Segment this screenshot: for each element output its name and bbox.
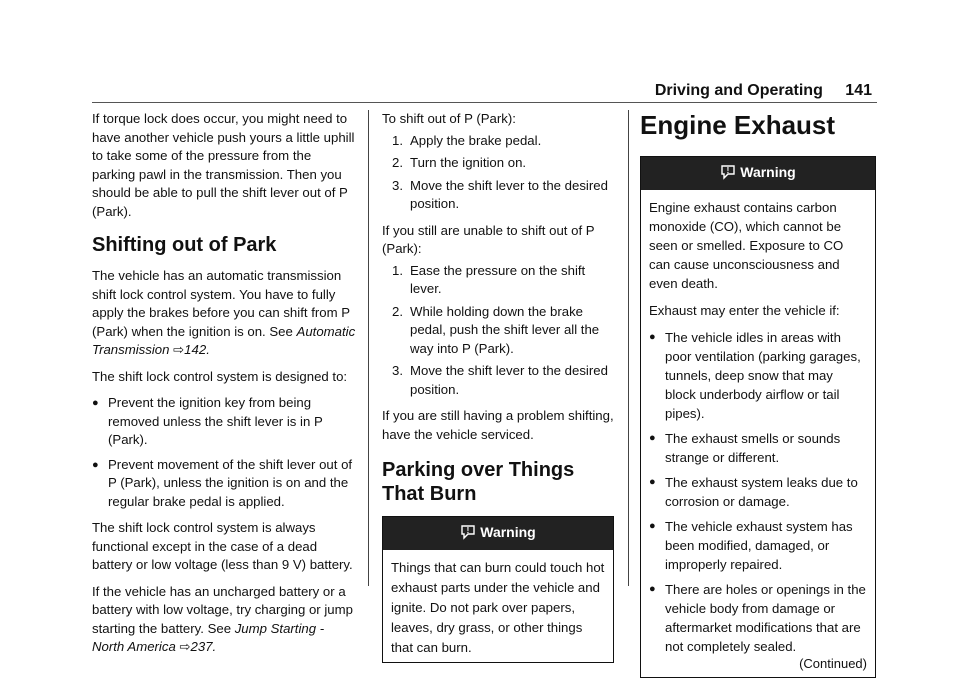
section-title: Driving and Operating: [654, 82, 823, 99]
warning-box: [640, 156, 876, 678]
cross-reference-link[interactable]: Jump Starting - North America: [92, 620, 325, 654]
page-reference[interactable]: 142: [184, 342, 207, 357]
list-item: ● The vehicle idles in areas with poor ventilation (parking garages, tunnels, deep snow that may block underbody airflow or tail pipes).: [649, 328, 867, 423]
column-divider: [628, 110, 629, 586]
header-rule: [92, 102, 877, 103]
list-item: ● The exhaust system leaks due to corrosion or damage.: [649, 473, 867, 511]
column-middle: [382, 110, 614, 673]
paragraph: The shift lock control system is designed to:: [92, 368, 348, 384]
list-item: ● Prevent the ignition key from being removed unless the shift lever is in P (Park).: [92, 394, 358, 450]
numbered-list: [382, 132, 614, 214]
bullet-list: [92, 394, 358, 511]
warning-box: [382, 516, 614, 663]
list-item: 3. Move the shift lever to the desired position.: [392, 363, 608, 397]
svg-text:!: !: [466, 526, 470, 535]
list-item: 1. Apply the brake pedal.: [392, 132, 542, 148]
paragraph: Engine exhaust contains carbon monoxide (CO), which cannot be seen or smelled. Exposure to CO can cause unconsciousness and even death.: [649, 200, 844, 291]
section-heading: Parking over Things That Burn: [382, 459, 575, 505]
column-left: [92, 110, 358, 665]
numbered-list: [382, 262, 614, 400]
list-item: ● The exhaust smells or sounds strange or different.: [649, 429, 867, 467]
paragraph: The shift lock control system is always functional except in the case of a dead battery or low voltage (less than 9 V) battery.: [92, 520, 353, 572]
page-number: 141: [845, 82, 872, 99]
warning-body: [641, 190, 875, 677]
svg-text:!: !: [726, 166, 730, 175]
warning-speech-bubble-icon: [460, 524, 476, 546]
page-reference-arrow-icon: ⇨: [179, 639, 191, 654]
paragraph: The vehicle has an automatic transmission shift lock control system. You have to fully apply the brakes before you can shift from P (Park) when the ignition is on. See Automatic Transmission ⇨142.: [92, 268, 356, 357]
page-header: [655, 82, 872, 100]
chapter-heading: Engine Exhaust: [640, 110, 836, 140]
list-item: 2. While holding down the brake pedal, push the shift lever all the way into P (Park).: [392, 303, 600, 356]
list-item: ● The vehicle exhaust system has been modified, damaged, or improperly repaired.: [649, 517, 867, 574]
paragraph: If you still are unable to shift out of P (Park):: [382, 222, 595, 256]
paragraph: To shift out of P (Park):: [382, 111, 516, 126]
column-divider: [368, 110, 369, 586]
paragraph: If the vehicle has an uncharged battery or a battery with low voltage, try charging or jump starting the battery. See Jump Starting - North America ⇨237.: [92, 583, 353, 654]
list-item: ● Prevent movement of the shift lever out of P (Park), unless the ignition is on and the regular brake pedal is applied.: [92, 456, 358, 512]
paragraph: If you are still having a problem shifting, have the vehicle serviced.: [382, 408, 614, 442]
list-item: ● There are holes or openings in the vehicle body from damage or aftermarket modifications that are not completely sealed.: [649, 580, 867, 656]
warning-header: ! Warning: [383, 517, 613, 550]
page-reference[interactable]: 237: [190, 639, 213, 654]
intro-paragraph: If torque lock does occur, you might need to have another vehicle push yours a little uphill to take some of the pressure from the parking pawl in the transmission. Then you should be able to pull the shift lever out of P (Park).: [92, 111, 355, 219]
page-reference-arrow-icon: ⇨: [173, 342, 185, 357]
paragraph: Exhaust may enter the vehicle if:: [649, 303, 840, 318]
warning-header: ! Warning: [641, 157, 875, 190]
cross-reference-link[interactable]: Automatic Transmission: [92, 323, 356, 357]
column-right: [640, 110, 876, 688]
continued-label: (Continued): [799, 656, 867, 671]
warning-speech-bubble-icon: [720, 164, 736, 186]
list-item: 2. Turn the ignition on.: [392, 155, 527, 170]
section-heading: Shifting out of Park: [92, 234, 277, 256]
list-item: 3. Move the shift lever to the desired position.: [392, 177, 608, 211]
list-item: 1. Ease the pressure on the shift lever.: [392, 262, 586, 296]
warning-body: Things that can burn could touch hot exhaust parts under the vehicle and ignite. Do not park over papers, leaves, dry grass, or other things that can burn.: [391, 560, 605, 655]
bullet-list: [649, 328, 867, 656]
